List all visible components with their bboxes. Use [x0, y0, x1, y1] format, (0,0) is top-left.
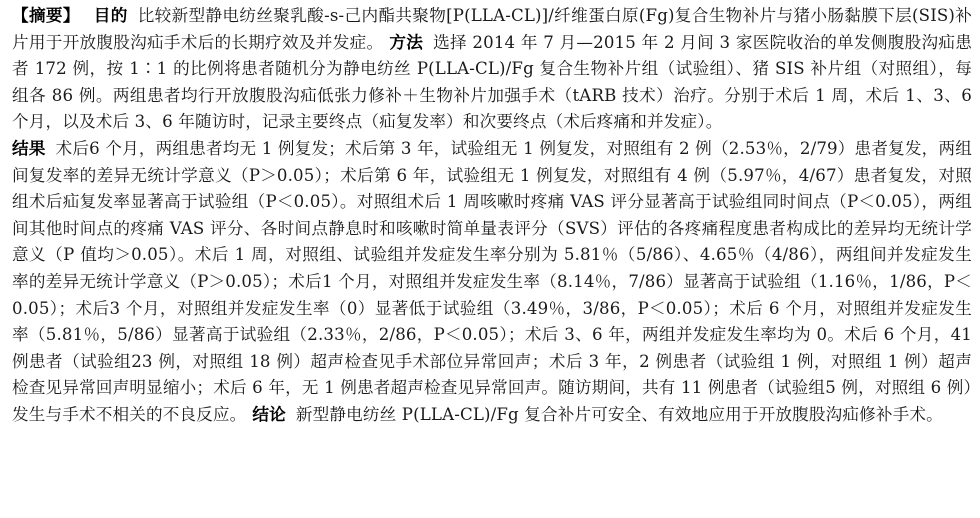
objective-heading: 目的: [93, 6, 128, 25]
methods-heading: 方法: [389, 32, 424, 52]
methods-text: 选择 2014 年 7 月—2015 年 2 月间 3 家医院收治的单发侧腹股沟疝患者 172 例，按 1∶1 的比例将患者随机分为静电纺丝 P(LLA-CL)/Fg 复合生物补片组（试验组）、猪 SIS 补片组（对照组），每组各 86 例。两组患者均行开放腹股沟疝低张力修补＋生物补片加强手术（tARB 技术）治疗。分别于术后 1 周，术后 1、3、6 个月，以及术后 3、6 年随访时，记录主要终点（疝复发率）和次要终点（术后疼痛和并发症）。: [12, 32, 972, 132]
objective-text: 比较新型静电纺丝聚乳酸-s-己内酯共聚物[P(LLA-CL)]/纤维蛋白原(Fg)复合生物补片与猪小肠黏膜下层(SIS)补片用于开放腹股沟疝手术后的长期疗效及并发症。: [12, 6, 972, 52]
conclusion-heading: 结论: [252, 404, 286, 424]
abstract-tag: 【摘要】: [12, 6, 80, 25]
results-heading: 结果: [12, 138, 46, 158]
conclusion-text: 新型静电纺丝 P(LLA-CL)/Fg 复合补片可安全、有效地应用于开放腹股沟疝修补手术。: [295, 404, 943, 424]
results-text: 术后6 个月，两组患者均无 1 例复发；术后第 3 年，试验组无 1 例复发，对照组有 2 例（2.53％，2/79）患者复发，两组间复发率的差异无统计学意义（P＞0.05）；术后第 6 年，试验组无 1 例复发，对照组有 4 例（5.97％，4/67）患者复发，对照组术后疝复发率显著高于试验组（P＜0.05）。对照组术后 1 周咳嗽时疼痛 VAS 评分显著高于试验组同时间点（P＜0.05），两组间其他时间点的疼痛 VAS 评分、各时间点静息时和咳嗽时简单量表评分（SVS）评估的各疼痛程度患者构成比的差异均无统计学意义（P 值均＞0.05）。术后 1 周，对照组、试验组并发症发生率分别为 5.81％（5/86）、4.65％（4/86），两组间并发症发生率的差异无统计学意义（P＞0.05）；术后1 个月，对照组并发症发生率（8.14％，7/86）显著高于试验组（1.16％，1/86，P＜0.05）；术后3 个月，对照组并发症发生率（0）显著低于试验组（3.49％，3/86，P＜0.05）；术后 6 个月，对照组并发症发生率（5.81％，5/86）显著高于试验组（2.33％，2/86，P＜0.05）；术后 3、6 年，两组并发症发生率均为 0。术后 6 个月，41 例患者（试验组23 例，对照组 18 例）超声检查见手术部位异常回声；术后 3 年，2 例患者（试验组 1 例，对照组 1 例）超声检查见异常回声明显缩小；术后 6 年，无 1 例患者超声检查见异常回声。随访期间，共有 11 例患者（试验组5 例，对照组 6 例）发生与手术不相关的不良反应。: [12, 138, 972, 424]
